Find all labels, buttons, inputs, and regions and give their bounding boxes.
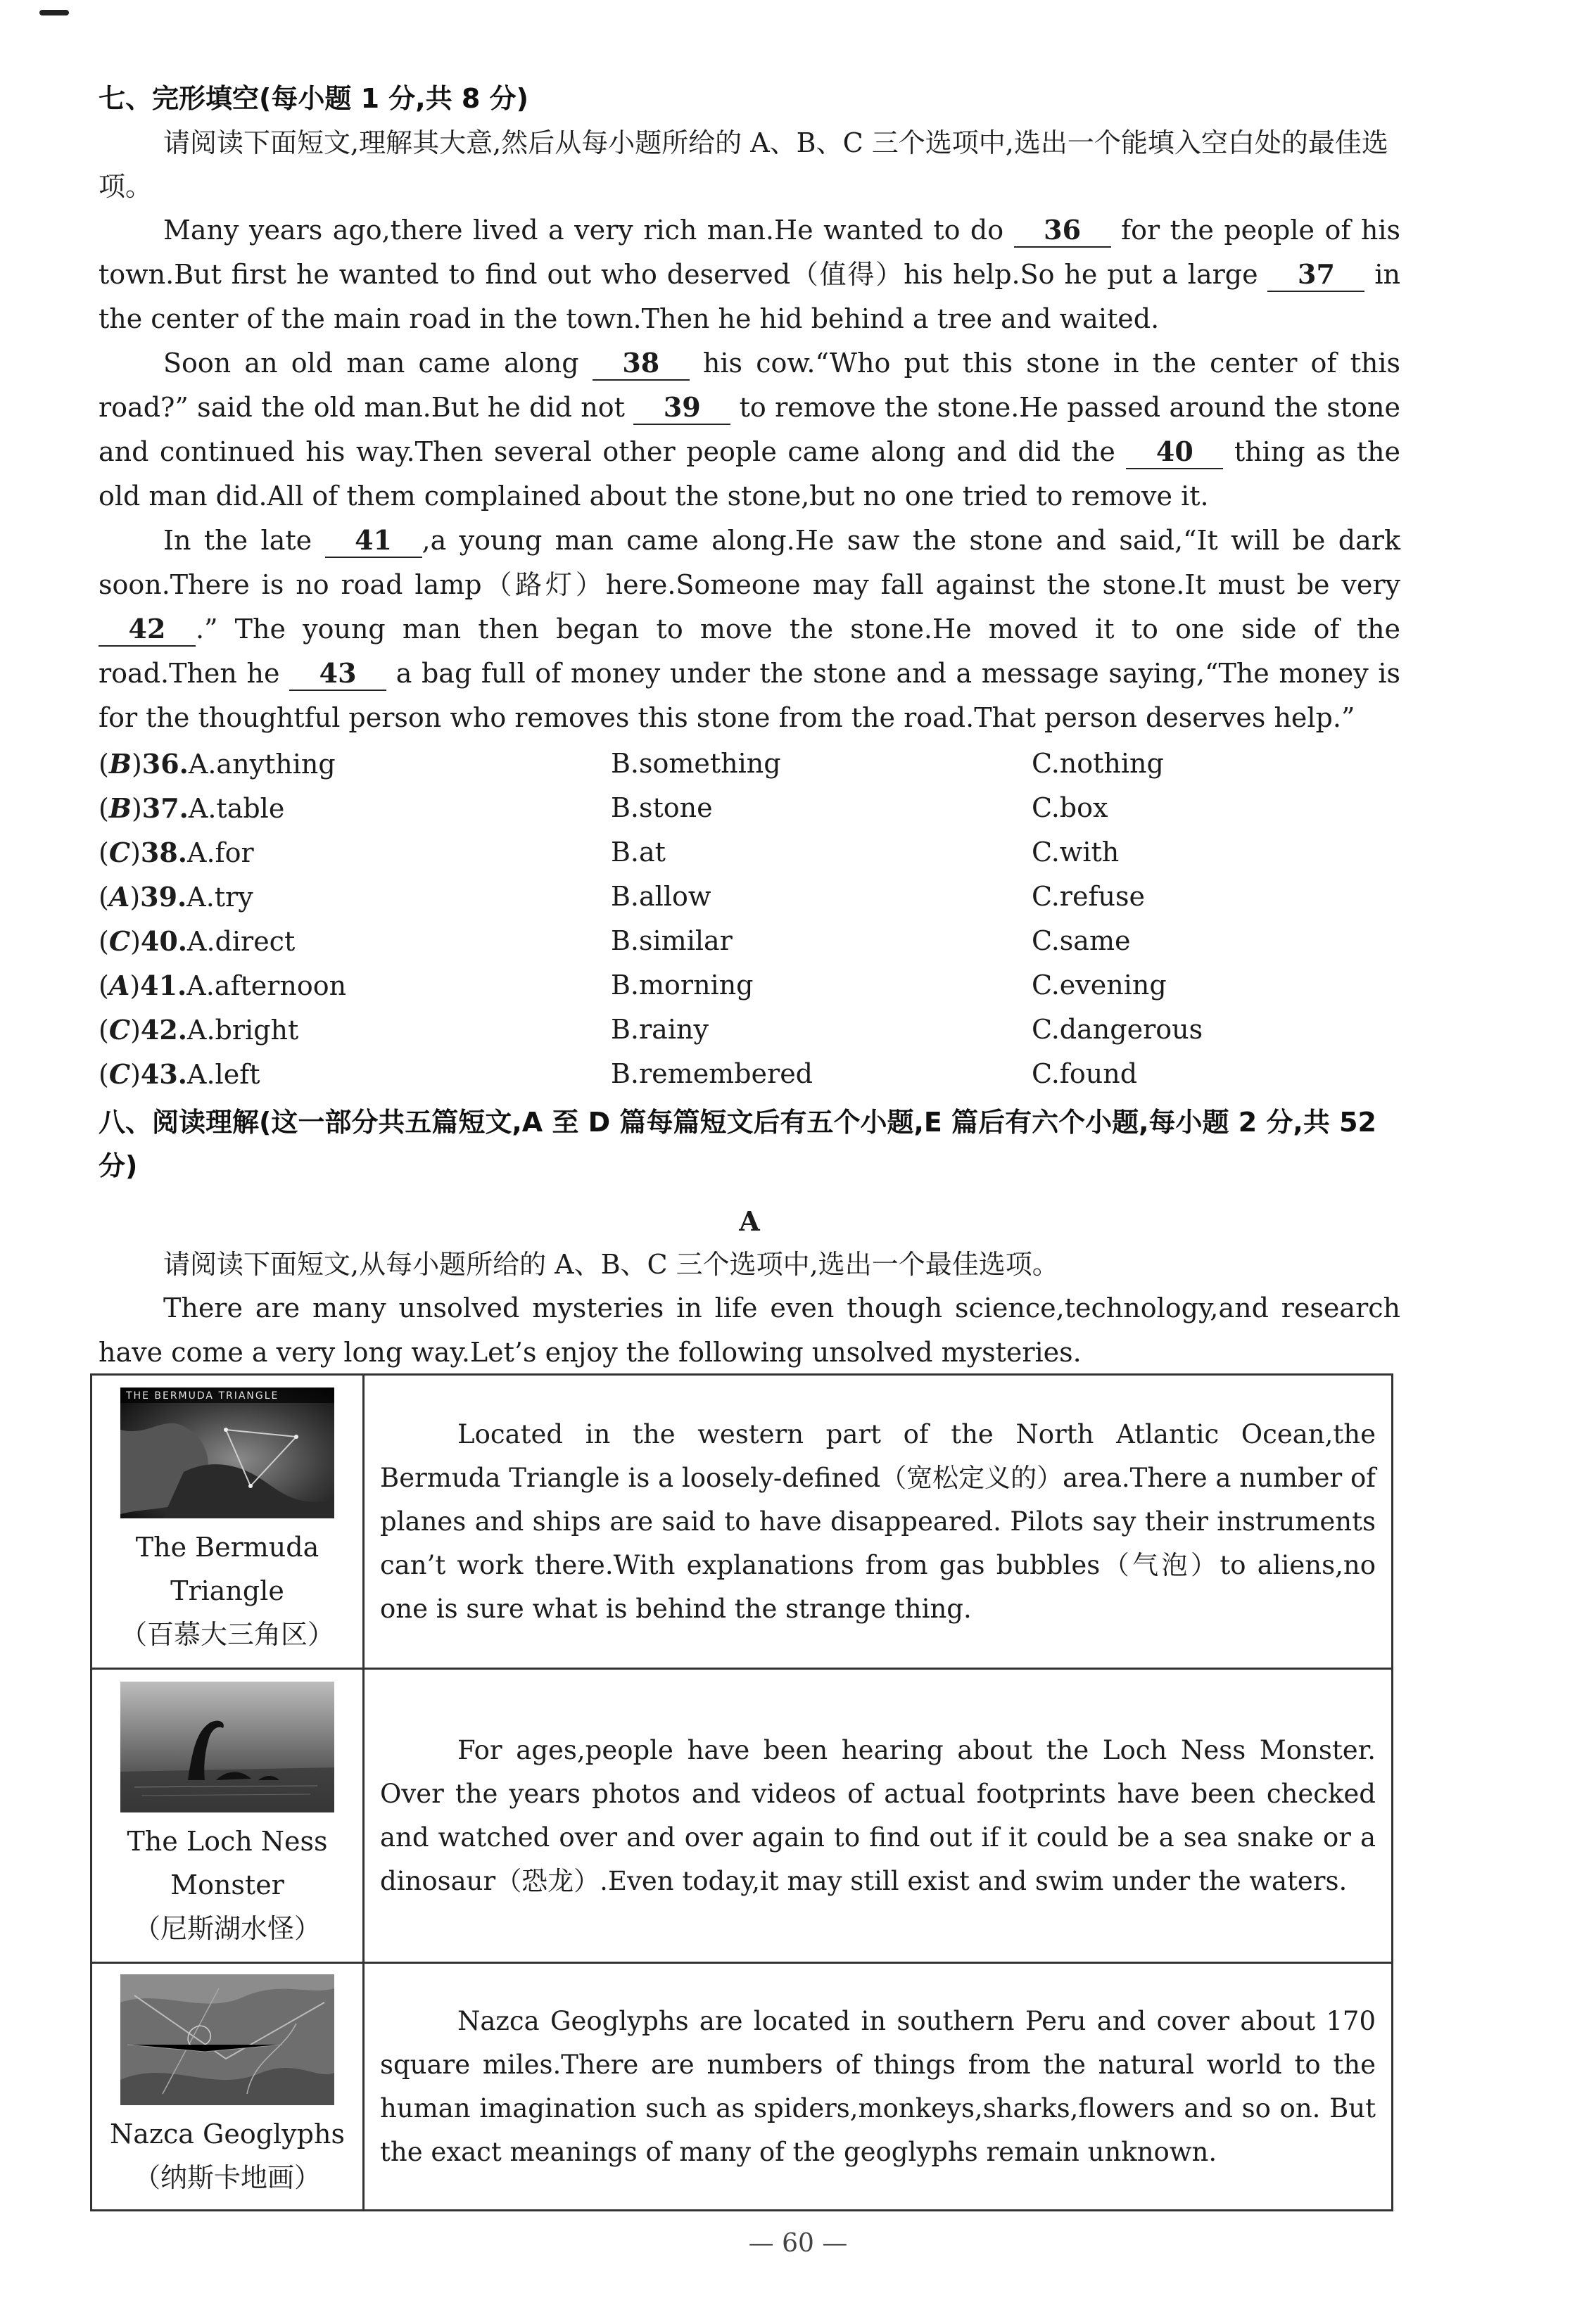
option-c: C.with: [1032, 837, 1120, 868]
question-number: 36.: [141, 748, 189, 780]
table-row: [91, 1669, 1393, 1963]
option-c: C.same: [1032, 925, 1131, 956]
blank-40: 40: [1126, 436, 1223, 469]
option-a: (B)36.A.anything: [99, 748, 336, 780]
option-a-text: A.try: [186, 882, 253, 913]
option-b: B.stone: [611, 792, 713, 823]
option-c: C.dangerous: [1032, 1014, 1203, 1045]
question-number: 40.: [140, 925, 188, 957]
blank-37: 37: [1267, 258, 1364, 292]
option-row-41: [99, 963, 1400, 1008]
option-c: C.found: [1032, 1058, 1138, 1089]
option-b: B.morning: [611, 970, 754, 1001]
option-a-text: A.for: [187, 837, 254, 868]
mystery-description: For ages,people have been hearing about the Loch Ness Monster. Over the years photos and videos of actual footprints have been checked and watched over and over again to find out if it could be a sea snake or a dinosaur（恐龙）.Even today,it may still exist and swim under the waters.: [380, 1734, 1376, 1896]
cloze-text: his cow.“Who put this stone in the center of this road?” said the old man.But he did not: [99, 348, 1400, 423]
passage-label: A: [739, 1205, 760, 1237]
mystery-name: Nazca Geoglyphs: [110, 2118, 345, 2150]
cloze-paragraph-2: [99, 341, 1400, 519]
page-content: [99, 76, 1400, 1375]
mystery-description: Located in the western part of the North Atlantic Ocean,the Bermuda Triangle is a loosely-defined（宽松定义的）area.There a number of planes and ships are said to have disappeared. Pilots say their instruments can’t work there.With explanations from gas bubbles（气泡）to aliens,no one is sure what is behind the strange thing.: [380, 1418, 1376, 1624]
option-row-43: [99, 1052, 1400, 1096]
option-a-text: A.bright: [187, 1015, 299, 1046]
section7-instruction: 请阅读下面短文,理解其大意,然后从每小题所给的 A、B、C 三个选项中,选出一个能填入空白处的最佳选项。: [99, 127, 1388, 202]
mystery-cn-name: （纳斯卡地画）: [133, 2161, 321, 2193]
option-c: C.refuse: [1032, 881, 1145, 912]
cloze-text: Many years ago,there lived a very rich man.He wanted to do: [163, 215, 1014, 246]
option-a: (A)41.A.afternoon: [99, 970, 347, 1001]
mystery-cn-name: （百慕大三角区）: [120, 1618, 334, 1650]
bermuda-photo: [120, 1388, 334, 1518]
option-a: (C)42.A.bright: [99, 1014, 299, 1046]
blank-39: 39: [633, 391, 730, 425]
option-row-36: [99, 742, 1400, 786]
blank-41: 41: [325, 524, 422, 558]
mystery-name: The Bermuda Triangle: [135, 1531, 319, 1606]
cloze-text: ,a young man came along.He saw the stone and said,“It will be dark soon.There is no road lamp（路灯）here.Someone may fall against the stone.It must be very: [99, 525, 1400, 600]
cloze-text: .” The young man then began to move the stone.He moved it to one side of the road.Then he: [99, 614, 1400, 689]
mystery-description-cell: [364, 1669, 1393, 1963]
option-row-39: [99, 875, 1400, 919]
answer-mark: C: [108, 925, 131, 957]
option-c: C.box: [1032, 792, 1108, 823]
option-b: B.something: [611, 748, 781, 779]
option-b: B.at: [611, 837, 666, 868]
section7-title: 七、完形填空(每小题 1 分,共 8 分): [99, 83, 528, 114]
question-number: 41.: [140, 970, 187, 1001]
question-number: 43.: [140, 1058, 188, 1090]
section8-title: 八、阅读理解(这一部分共五篇短文,A 至 D 篇每篇短文后有五个小题,E 篇后有六个小题,每小题 2 分,共 52 分): [99, 1107, 1376, 1181]
blank-36: 36: [1014, 214, 1111, 248]
option-a: (C)43.A.left: [99, 1058, 260, 1090]
option-a: (C)40.A.direct: [99, 925, 296, 957]
blank-38: 38: [593, 347, 690, 381]
cloze-text: Soon an old man came along: [163, 348, 593, 379]
answer-mark: A: [108, 881, 130, 913]
bermuda-image-caption: THE BERMUDA TRIANGLE: [126, 1390, 279, 1402]
passage-intro: There are many unsolved mysteries in life even though science,technology,and research have come a very long way.Let’s enjoy the following unsolved mysteries.: [99, 1293, 1400, 1368]
scan-mark: [39, 10, 69, 15]
loch-ness-monster-image: [120, 1682, 334, 1812]
mystery-label-cell: [91, 1375, 364, 1669]
mystery-description-cell: [364, 1375, 1393, 1669]
option-row-42: [99, 1008, 1400, 1052]
options-list: [99, 742, 1400, 1096]
answer-mark: C: [108, 1058, 131, 1090]
question-number: 42.: [140, 1014, 188, 1046]
question-number: 37.: [141, 792, 189, 824]
option-b: B.allow: [611, 881, 711, 912]
mystery-label-cell: [91, 1669, 364, 1963]
option-a-text: A.table: [188, 793, 285, 824]
nazca-photo: [120, 1974, 334, 2105]
mystery-name: The Loch Ness Monster: [127, 1825, 328, 1900]
cloze-text: thing as the old man did.All of them complained about the stone,but no one tried to remove it.: [99, 436, 1400, 512]
option-b: B.similar: [611, 925, 733, 956]
option-a-text: A.afternoon: [186, 970, 347, 1001]
question-number: 38.: [140, 837, 188, 868]
option-a-text: A.anything: [188, 749, 336, 780]
answer-mark: B: [108, 792, 132, 824]
option-a-text: A.direct: [187, 926, 296, 957]
blank-43: 43: [289, 657, 386, 691]
cloze-paragraph-3: [99, 519, 1400, 740]
answer-mark: C: [108, 1014, 131, 1046]
cloze-text: a bag full of money under the stone and a message saying,“The money is for the thoughtful person who removes this stone from the road.That person deserves help.”: [99, 658, 1400, 733]
option-b: B.remembered: [611, 1058, 813, 1089]
mystery-cn-name: （尼斯湖水怪）: [133, 1912, 321, 1944]
answer-mark: A: [108, 970, 130, 1001]
loch-ness-photo: [120, 1682, 334, 1812]
option-b: B.rainy: [611, 1014, 709, 1045]
option-row-40: [99, 919, 1400, 963]
option-a: (A)39.A.try: [99, 881, 253, 913]
answer-mark: C: [108, 837, 131, 868]
page-number: — 60 —: [748, 2229, 848, 2258]
cloze-text: to remove the stone.He passed around the stone and continued his way.Then several other people came along and did the: [99, 392, 1401, 467]
answer-mark: B: [108, 748, 132, 780]
option-a: (B)37.A.table: [99, 792, 285, 824]
table-row: [91, 1375, 1393, 1669]
mystery-description: Nazca Geoglyphs are located in southern Peru and cover about 170 square miles.There are numbers of things from the natural world to the human imagination such as spiders,monkeys,sharks,flowers and so on. But the exact meanings of many of the geoglyphs remain unknown.: [380, 2005, 1376, 2167]
option-c: C.evening: [1032, 970, 1167, 1001]
mystery-label-cell: [91, 1963, 364, 2211]
blank-42: 42: [99, 613, 196, 647]
mystery-description-cell: [364, 1963, 1393, 2211]
cloze-text: in the center of the main road in the town.Then he hid behind a tree and waited.: [99, 259, 1400, 334]
option-row-37: [99, 786, 1400, 830]
nazca-geoglyph-image: [120, 1974, 334, 2105]
cloze-text: for the people of his town.But first he wanted to find out who deserved（值得）his help.So he put a large: [99, 215, 1401, 290]
option-row-38: [99, 830, 1400, 875]
option-a: (C)38.A.for: [99, 837, 254, 868]
cloze-text: In the late: [163, 525, 325, 556]
section8-instruction: 请阅读下面短文,从每小题所给的 A、B、C 三个选项中,选出一个最佳选项。: [163, 1249, 1059, 1280]
question-number: 39.: [140, 881, 187, 913]
mysteries-table: [90, 1373, 1393, 2211]
option-a-text: A.left: [187, 1059, 260, 1090]
bermuda-map-image: [120, 1388, 334, 1518]
table-row: [91, 1963, 1393, 2211]
cloze-paragraph-1: [99, 208, 1400, 341]
option-c: C.nothing: [1032, 748, 1164, 779]
